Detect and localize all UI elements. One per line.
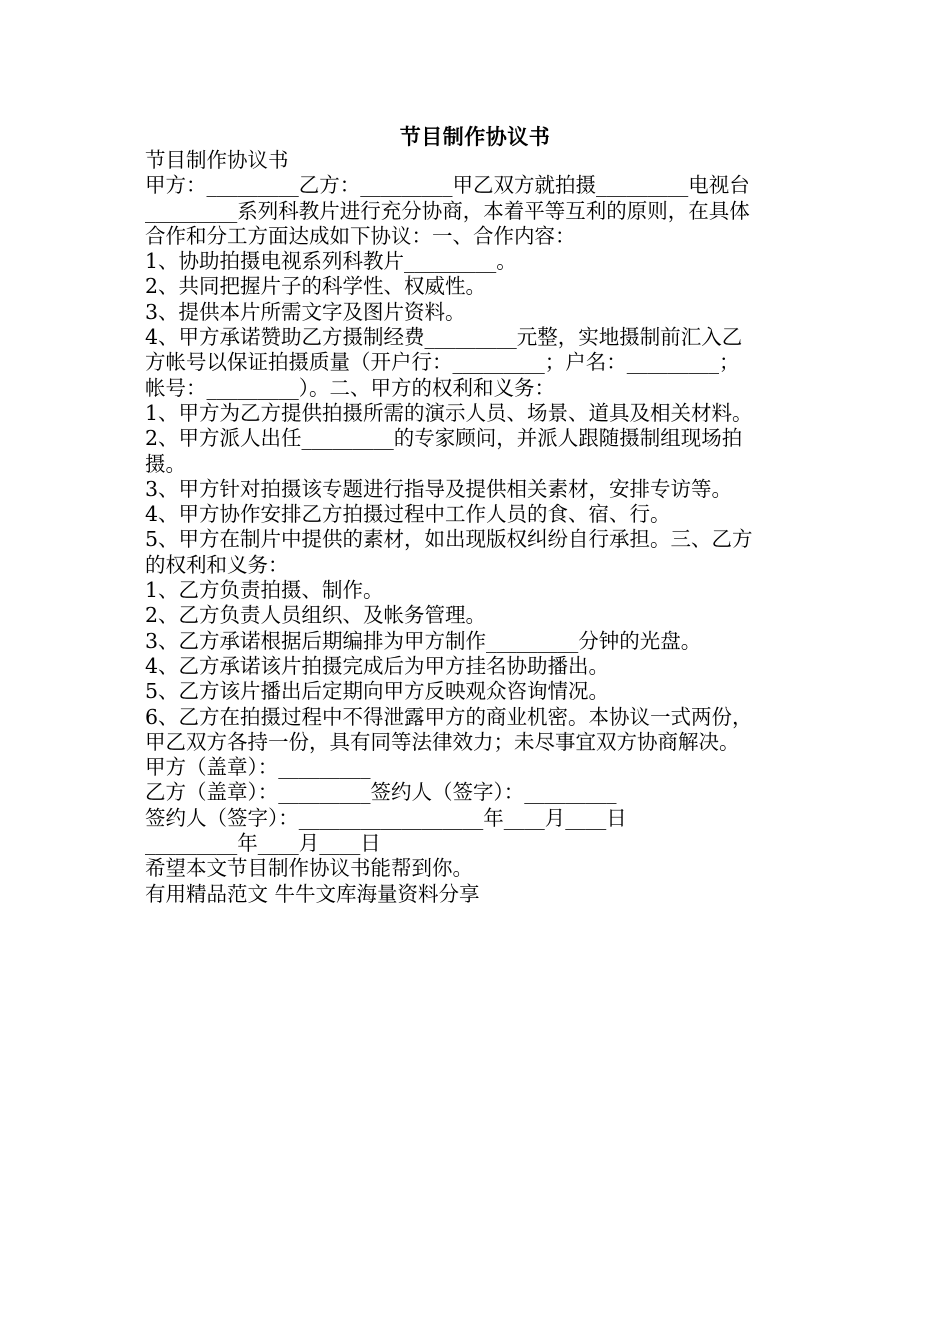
body-line: 3、提供本片所需文字及图片资料。 (145, 299, 466, 324)
body-line: 摄。 (145, 451, 186, 476)
body-line: 签约人（签字）：__________________年____月____日 (145, 805, 627, 830)
body-line: 1、甲方为乙方提供拍摄所需的演示人员、场景、道具及相关材料。 (145, 400, 753, 425)
document-body (145, 148, 810, 907)
body-line: 3、乙方承诺根据后期编排为甲方制作_________分钟的光盘。 (145, 628, 702, 653)
body-line: 5、甲方在制片中提供的素材，如出现版权纠纷自行承担。三、乙方 (145, 527, 753, 552)
body-line: 6、乙方在拍摄过程中不得泄露甲方的商业机密。本协议一式两份， (145, 704, 753, 729)
body-line: 有用精品范文 牛牛文库海量资料分享 (145, 881, 480, 906)
body-line: 合作和分工方面达成如下协议：一、合作内容： (145, 223, 576, 248)
body-line: 方帐号以保证拍摄质量（开户行：_________；户名：_________； (145, 350, 740, 375)
document-title: 节目制作协议书 (399, 124, 551, 149)
body-line: 4、甲方承诺赞助乙方摄制经费_________元整，实地摄制前汇入乙 (145, 325, 743, 350)
body-line: 乙方（盖章）：_________签约人（签字）：_________ (145, 780, 617, 805)
body-line: 4、乙方承诺该片拍摄完成后为甲方挂名协助播出。 (145, 653, 610, 678)
body-line: _________系列科教片进行充分协商，本着平等互利的原则，在具体 (145, 198, 750, 223)
body-line: 的权利和义务： (145, 552, 289, 577)
body-line: 1、协助拍摄电视系列科教片_________。 (145, 249, 517, 274)
body-line: 帐号：_________）。二、甲方的权利和义务： (145, 375, 555, 400)
body-line: 4、甲方协作安排乙方拍摄过程中工作人员的食、宿、行。 (145, 502, 671, 527)
body-line: 3、甲方针对拍摄该专题进行指导及提供相关素材，安排专访等。 (145, 476, 733, 501)
body-line: 希望本文节目制作协议书能帮到你。 (145, 856, 473, 881)
body-line: 1、乙方负责拍摄、制作。 (145, 578, 384, 603)
body-line: 2、共同把握片子的科学性、权威性。 (145, 274, 487, 299)
body-line: 2、乙方负责人员组织、及帐务管理。 (145, 603, 487, 628)
body-line: 甲乙双方各持一份，具有同等法律效力；未尽事宜双方协商解决。 (145, 729, 740, 754)
body-line: 节目制作协议书 (145, 148, 289, 172)
body-line: _________年____月____日 (145, 831, 381, 856)
body-line: 5、乙方该片播出后定期向甲方反映观众咨询情况。 (145, 679, 610, 704)
body-line: 甲方（盖章）：_________ (145, 755, 371, 780)
body-line: 2、甲方派人出任_________的专家顾问，并派人跟随摄制组现场拍 (145, 426, 743, 451)
body-line: 甲方：_________乙方：_________甲乙双方就拍摄_________电视台 (145, 173, 750, 198)
